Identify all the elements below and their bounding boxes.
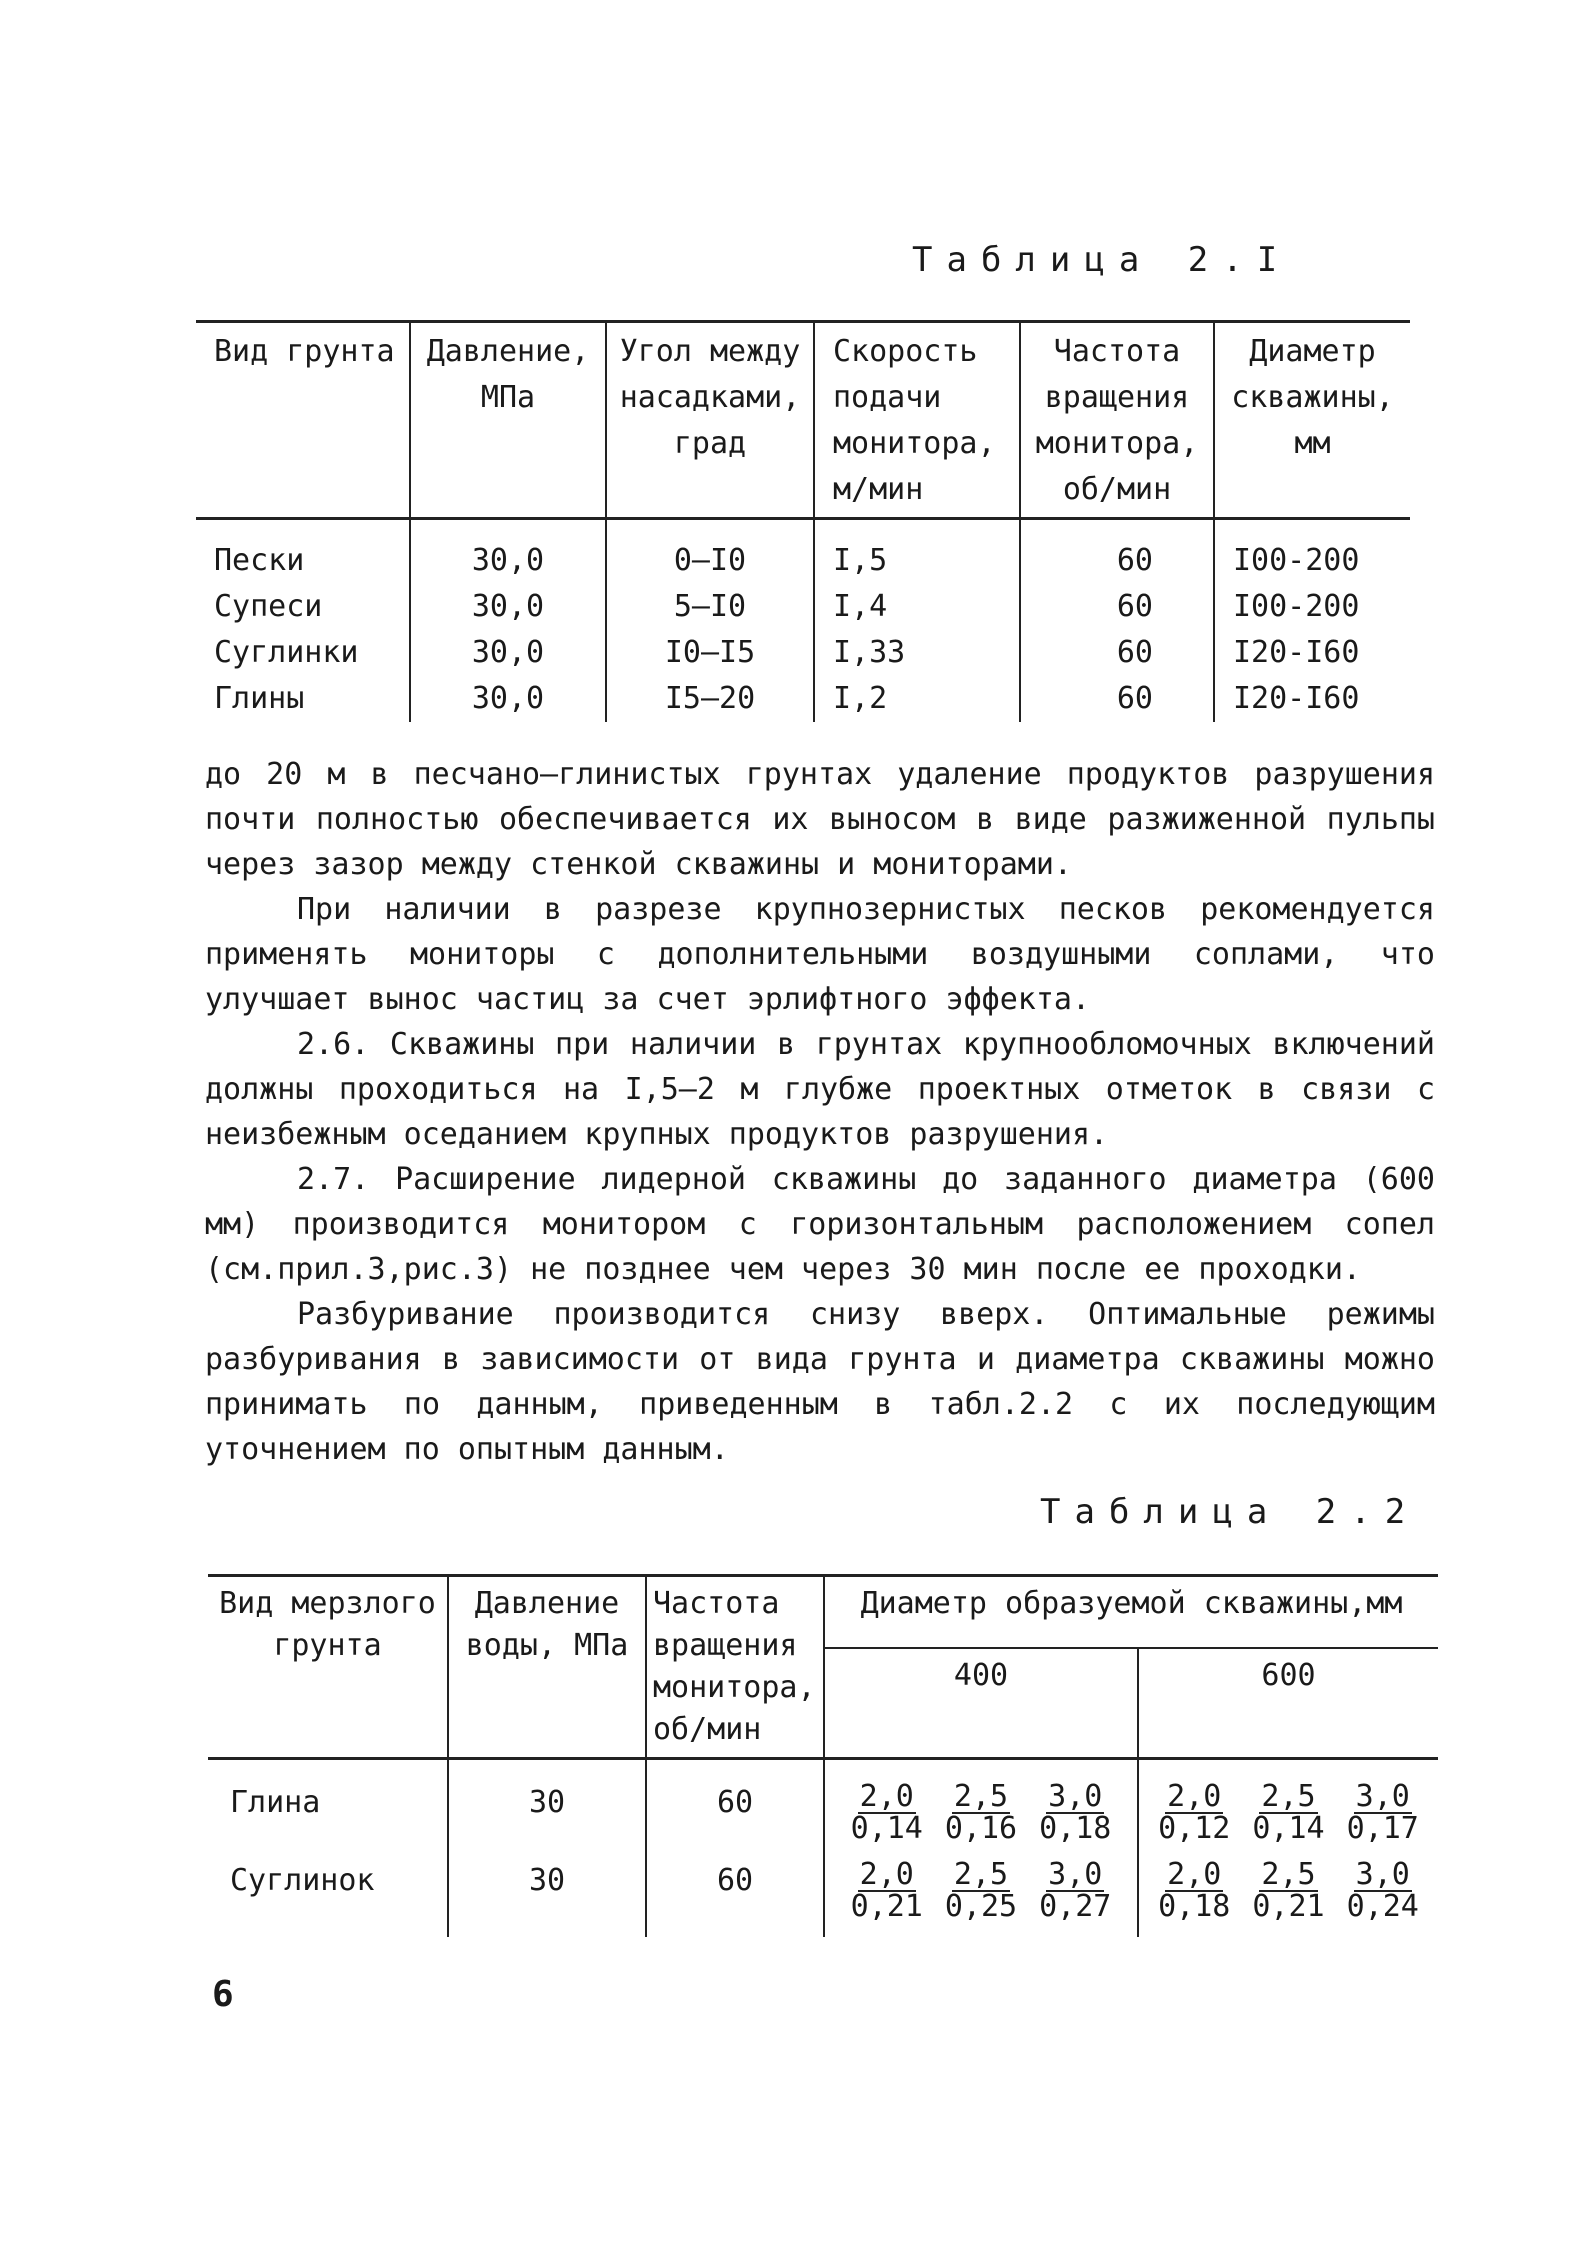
table1-cell-rotation: 60 — [1020, 519, 1214, 585]
fraction: 2,5 0,21 — [1252, 1857, 1325, 1924]
table1-cell-soil: Супеси — [214, 589, 323, 624]
table2-header-600: 600 — [1138, 1648, 1438, 1759]
table1-cell-feed-speed: I,2 — [814, 676, 1020, 722]
paragraph: до 20 м в песчано–глинистых грунтах удаление продуктов разрушения почти полностью обеспечивается их выносом в виде разжиженной пульпы через зазор между стенкой скважины и мониторами. — [205, 757, 1435, 882]
table1-cell-rotation: 60 — [1020, 630, 1214, 676]
table-2-2 — [208, 1574, 1438, 1937]
table-row — [208, 1859, 1438, 1937]
table1-cell-angle: I0–I5 — [606, 630, 814, 676]
table2-cell-pressure: 30 — [448, 1759, 646, 1860]
table1-cell-diameter: I00-200 — [1214, 519, 1410, 585]
table1-caption: Таблица 2.I — [912, 240, 1292, 280]
fraction: 2,0 0,12 — [1158, 1779, 1231, 1846]
fraction: 3,0 0,27 — [1039, 1857, 1112, 1924]
table1-cell-pressure: 30,0 — [410, 519, 606, 585]
paragraph: Разбуривание производится снизу вверх. Оптимальные режимы разбуривания в зависимости от вида грунта и диаметра скважины можно принимать по данным, приведенным в табл.2.2 с их последующим уточнением по опытным данным. — [205, 1297, 1435, 1467]
table2-header-diameter: Диаметр образуемой скважины,мм — [824, 1576, 1438, 1649]
table1-cell-pressure: 30,0 — [410, 630, 606, 676]
table2-header-400: 400 — [824, 1648, 1138, 1759]
fraction: 3,0 0,17 — [1346, 1779, 1419, 1846]
page-number: 6 — [212, 1974, 234, 2015]
table1-header-diameter: Диаметр скважины, мм — [1214, 322, 1410, 519]
fraction: 2,5 0,16 — [944, 1779, 1018, 1846]
table1-cell-angle: 5–I0 — [606, 584, 814, 630]
table2-cell-400 — [824, 1759, 1138, 1860]
table1-cell-diameter: I20-I60 — [1214, 630, 1410, 676]
table1-cell-soil: Пески — [214, 543, 305, 578]
table1-cell-feed-speed: I,5 — [814, 519, 1020, 585]
table-row — [196, 584, 1410, 630]
table1-header-soil: Вид грунта — [214, 334, 395, 369]
table1-cell-soil: Суглинки — [214, 635, 359, 670]
table2-header-rotation: Частота вращения монитора, об/мин — [646, 1576, 824, 1759]
table1-cell-diameter: I20-I60 — [1214, 676, 1410, 722]
table2-header-row — [208, 1576, 1438, 1649]
table1-cell-feed-speed: I,4 — [814, 584, 1020, 630]
fraction: 2,5 0,14 — [1252, 1779, 1325, 1846]
table1-header-angle: Угол между насадками, град — [606, 322, 814, 519]
body-text — [205, 752, 1435, 1472]
table2-cell-rotation: 60 — [646, 1859, 824, 1937]
table-2-1 — [196, 320, 1410, 722]
table2-cell-soil: Суглинок — [230, 1863, 375, 1898]
table-row — [196, 676, 1410, 722]
fraction: 3,0 0,18 — [1039, 1779, 1112, 1846]
fraction: 3,0 0,24 — [1346, 1857, 1419, 1924]
table1-cell-angle: I5–20 — [606, 676, 814, 722]
table-row — [196, 630, 1410, 676]
table2-caption: Таблица 2.2 — [1040, 1492, 1420, 1532]
paragraph-2-6: 2.6. Скважины при наличии в грунтах крупнообломочных включений должны проходиться на I,5–2 м глубже проектных отметок в связи с неизбежным оседанием крупных продуктов разрушения. — [205, 1027, 1435, 1152]
table1-cell-rotation: 60 — [1020, 676, 1214, 722]
table-row — [196, 519, 1410, 585]
table2-header-pressure: Давление воды, МПа — [448, 1576, 646, 1759]
fraction: 2,0 0,21 — [850, 1857, 923, 1924]
table1-header-rotation: Частота вращения монитора, об/мин — [1020, 322, 1214, 519]
table1-cell-pressure: 30,0 — [410, 676, 606, 722]
table1-cell-rotation: 60 — [1020, 584, 1214, 630]
table1-header-feed-speed: Скорость подачи монитора, м/мин — [814, 322, 1020, 519]
paragraph-2-7: 2.7. Расширение лидерной скважины до заданного диаметра (600 мм) производится монитором с горизонтальным расположением сопел (см.прил.3,рис.3) не позднее чем через 30 мин после ее проходки. — [205, 1162, 1435, 1287]
fraction: 2,5 0,25 — [944, 1857, 1018, 1924]
table2-cell-400 — [824, 1859, 1138, 1937]
table1-header-pressure: Давление, МПа — [410, 322, 606, 519]
table2-header-soil: Вид мерзлого грунта — [208, 1576, 448, 1759]
table1-cell-angle: 0–I0 — [606, 519, 814, 585]
table1-cell-feed-speed: I,33 — [814, 630, 1020, 676]
table1-cell-soil: Глины — [214, 681, 305, 716]
table2-cell-rotation: 60 — [646, 1759, 824, 1860]
fraction: 2,0 0,18 — [1158, 1857, 1231, 1924]
table1-cell-diameter: I00-200 — [1214, 584, 1410, 630]
table1-header-row — [196, 322, 1410, 519]
table2-cell-600 — [1138, 1759, 1438, 1860]
table2-cell-600 — [1138, 1859, 1438, 1937]
paragraph: При наличии в разрезе крупнозернистых песков рекомендуется применять мониторы с дополнительными воздушными соплами, что улучшает вынос частиц за счет эрлифтного эффекта. — [205, 892, 1435, 1017]
table-row — [208, 1759, 1438, 1860]
table1-cell-pressure: 30,0 — [410, 584, 606, 630]
table2-cell-pressure: 30 — [448, 1859, 646, 1937]
table2-cell-soil: Глина — [230, 1785, 321, 1820]
fraction: 2,0 0,14 — [850, 1779, 923, 1846]
